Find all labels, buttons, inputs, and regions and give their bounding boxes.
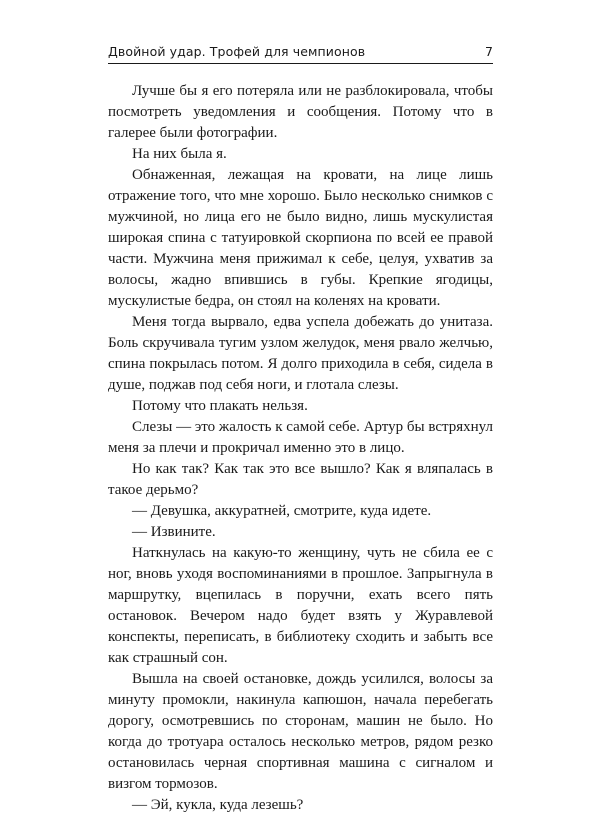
dialogue-line: — Эй, кукла, куда лезешь?: [132, 797, 304, 813]
paragraph: Вышла на своей остановке, дождь усилился, волосы за минуту промокли, накинула капюшон, начала перебегать дорогу, осмотревшись по сторонам, машин не было. Но когда до тротуара осталось несколько метров, рядом резко остановилась черная спортивная машина с сигналом и визгом тормозов.: [108, 671, 493, 792]
paragraph: Слезы — это жалость к самой себе. Артур бы встряхнул меня за плечи и прокричал именно это в лицо.: [108, 419, 493, 456]
paragraph: Меня тогда вырвало, едва успела добежать до унитаза. Боль скручивала тугим узлом желудок, меня рвало желчью, спина покрылась потом. Я долго приходила в себя, сидела в душе, поджав под себя ноги, и глотала слезы.: [108, 314, 493, 393]
running-title: Двойной удар. Трофей для чемпионов: [108, 44, 366, 59]
body-text: [108, 81, 493, 816]
paragraph: Потому что плакать нельзя.: [132, 398, 308, 414]
paragraph: Наткнулась на какую-то женщину, чуть не сбила ее с ног, вновь уходя воспоминаниями в прошлое. Запрыгнула в маршрутку, вцепилась в поручни, ехать всего пять остановок. Вечером надо будет взять у Журавлевой конспекты, переписать, в библиотеку сходить и забыть все как страшный сон.: [108, 545, 493, 666]
paragraph: Лучше бы я его потеряла или не разблокировала, чтобы посмотреть уведомления и сообщения. Потому что в галерее были фотографии.: [108, 83, 493, 141]
paragraph: Но как так? Как так это все вышло? Как я вляпалась в такое дерьмо?: [108, 461, 493, 498]
paragraph: На них была я.: [132, 146, 227, 162]
paragraph: Обнаженная, лежащая на кровати, на лице лишь отражение того, что мне хорошо. Было несколько снимков с мужчиной, но лица его не было видно, лишь мускулистая широкая спина с татуировкой скорпиона по всей ее правой части. Мужчина меня прижимал к себе, целуя, ухватив за волосы, жадно впившись в губы. Крепкие ягодицы, мускулистые бедра, он стоял на коленях на кровати.: [108, 167, 493, 309]
dialogue-line: — Девушка, аккуратней, смотрите, куда идете.: [132, 503, 432, 519]
running-header: [108, 44, 493, 64]
dialogue-line: — Извините.: [132, 524, 216, 540]
page-number: 7: [484, 44, 493, 59]
